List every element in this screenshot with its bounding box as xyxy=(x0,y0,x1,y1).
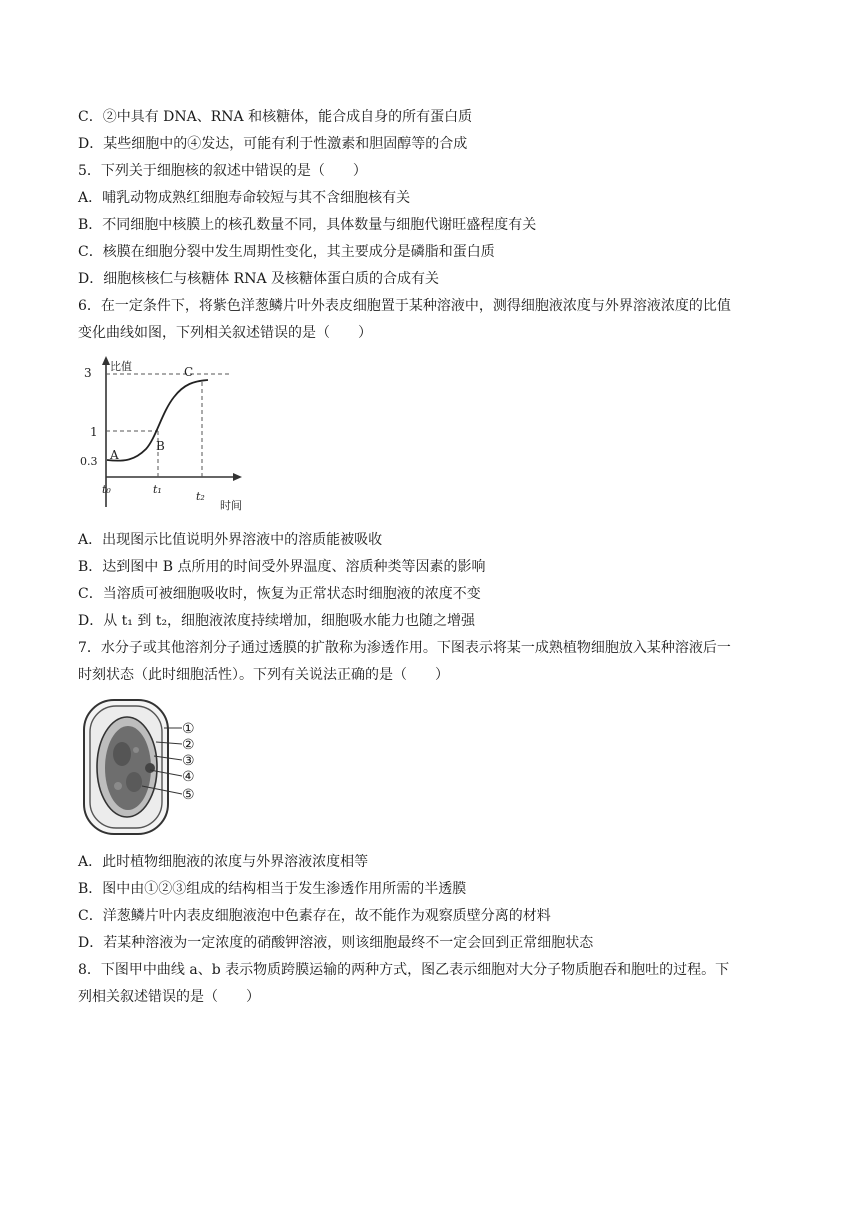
x-tick-t0: t₀ xyxy=(102,483,111,496)
q5-stem: 5．下列关于细胞核的叙述中错误的是（ ） xyxy=(78,163,367,179)
q5-option-c: C．核膜在细胞分裂中发生周期性变化，其主要成分是磷脂和蛋白质 xyxy=(78,244,495,260)
vacuole-spot-1 xyxy=(114,782,122,790)
vacuole-spot-2 xyxy=(133,747,139,753)
label-2: ② xyxy=(182,737,195,753)
label-4: ④ xyxy=(182,769,195,785)
point-label-b: B xyxy=(156,439,165,453)
vacuole-shade-1 xyxy=(113,742,131,766)
vacuole-shade-2 xyxy=(126,772,142,792)
q8-stem-line2: 列相关叙述错误的是（ ） xyxy=(78,989,260,1005)
q6-option-d: D．从 t₁ 到 t₂，细胞液浓度持续增加，细胞吸水能力也随之增强 xyxy=(78,613,476,629)
q4-option-c: C．②中具有 DNA、RNA 和核糖体，能合成自身的所有蛋白质 xyxy=(78,109,473,125)
q4-option-d: D．某些细胞中的④发达，可能有利于性激素和胆固醇等的合成 xyxy=(78,136,468,152)
q5-option-d: D．细胞核核仁与核糖体 RNA 及核糖体蛋白质的合成有关 xyxy=(78,271,440,287)
q7-option-b: B．图中由①②③组成的结构相当于发生渗透作用所需的半透膜 xyxy=(78,881,467,897)
label-5: ⑤ xyxy=(182,787,195,803)
q8-stem-line1: 8．下图甲中曲线 a、b 表示物质跨膜运输的两种方式，图乙表示细胞对大分子物质胞吞和胞吐的过程。下 xyxy=(78,962,730,978)
q7-option-c: C．洋葱鳞片叶内表皮细胞液泡中色素存在，故不能作为观察质壁分离的材料 xyxy=(78,908,551,924)
x-axis-label: 时间 xyxy=(220,499,242,512)
q5-option-a: A．哺乳动物成熟红细胞寿命较短与其不含细胞核有关 xyxy=(78,190,411,206)
y-axis-label: 比值 xyxy=(110,360,132,373)
q7-plant-cell-figure xyxy=(78,694,208,842)
vacuole xyxy=(105,726,151,810)
y-tick-3: 3 xyxy=(84,366,92,380)
x-tick-t2: t₂ xyxy=(196,490,205,503)
label-3: ③ xyxy=(182,753,195,769)
q6-ratio-curve-figure xyxy=(80,352,250,518)
q7-option-a: A．此时植物细胞液的浓度与外界溶液浓度相等 xyxy=(78,854,369,870)
q6-option-c: C．当溶质可被细胞吸收时，恢复为正常状态时细胞液的浓度不变 xyxy=(78,586,481,602)
q6-option-b: B．达到图中 B 点所用的时间受外界温度、溶质种类等因素的影响 xyxy=(78,559,486,575)
label-1: ① xyxy=(182,721,195,737)
nucleus xyxy=(145,763,155,773)
y-tick-1: 1 xyxy=(90,425,98,439)
q7-stem-line2: 时刻状态（此时细胞活性）。下列有关说法正确的是（ ） xyxy=(78,667,449,683)
x-tick-t1: t₁ xyxy=(153,483,162,496)
point-label-c: C xyxy=(184,365,194,379)
q7-stem-line1: 7．水分子或其他溶剂分子通过透膜的扩散称为渗透作用。下图表示将某一成熟植物细胞放入某种溶液后一 xyxy=(78,640,731,656)
q6-stem-line1: 6．在一定条件下，将紫色洋葱鳞片叶外表皮细胞置于某种溶液中，测得细胞液浓度与外界溶液浓度的比值 xyxy=(78,298,731,314)
q6-stem-line2: 变化曲线如图，下列相关叙述错误的是（ ） xyxy=(78,325,372,341)
point-label-a: A xyxy=(110,448,119,462)
q6-option-a: A．出现图示比值说明外界溶液中的溶质能被吸收 xyxy=(78,532,383,548)
y-tick-0-3: 0.3 xyxy=(80,455,98,468)
q5-option-b: B．不同细胞中核膜上的核孔数量不同，具体数量与细胞代谢旺盛程度有关 xyxy=(78,217,537,233)
q7-option-d: D．若某种溶液为一定浓度的硝酸钾溶液，则该细胞最终不一定会回到正常细胞状态 xyxy=(78,935,594,951)
